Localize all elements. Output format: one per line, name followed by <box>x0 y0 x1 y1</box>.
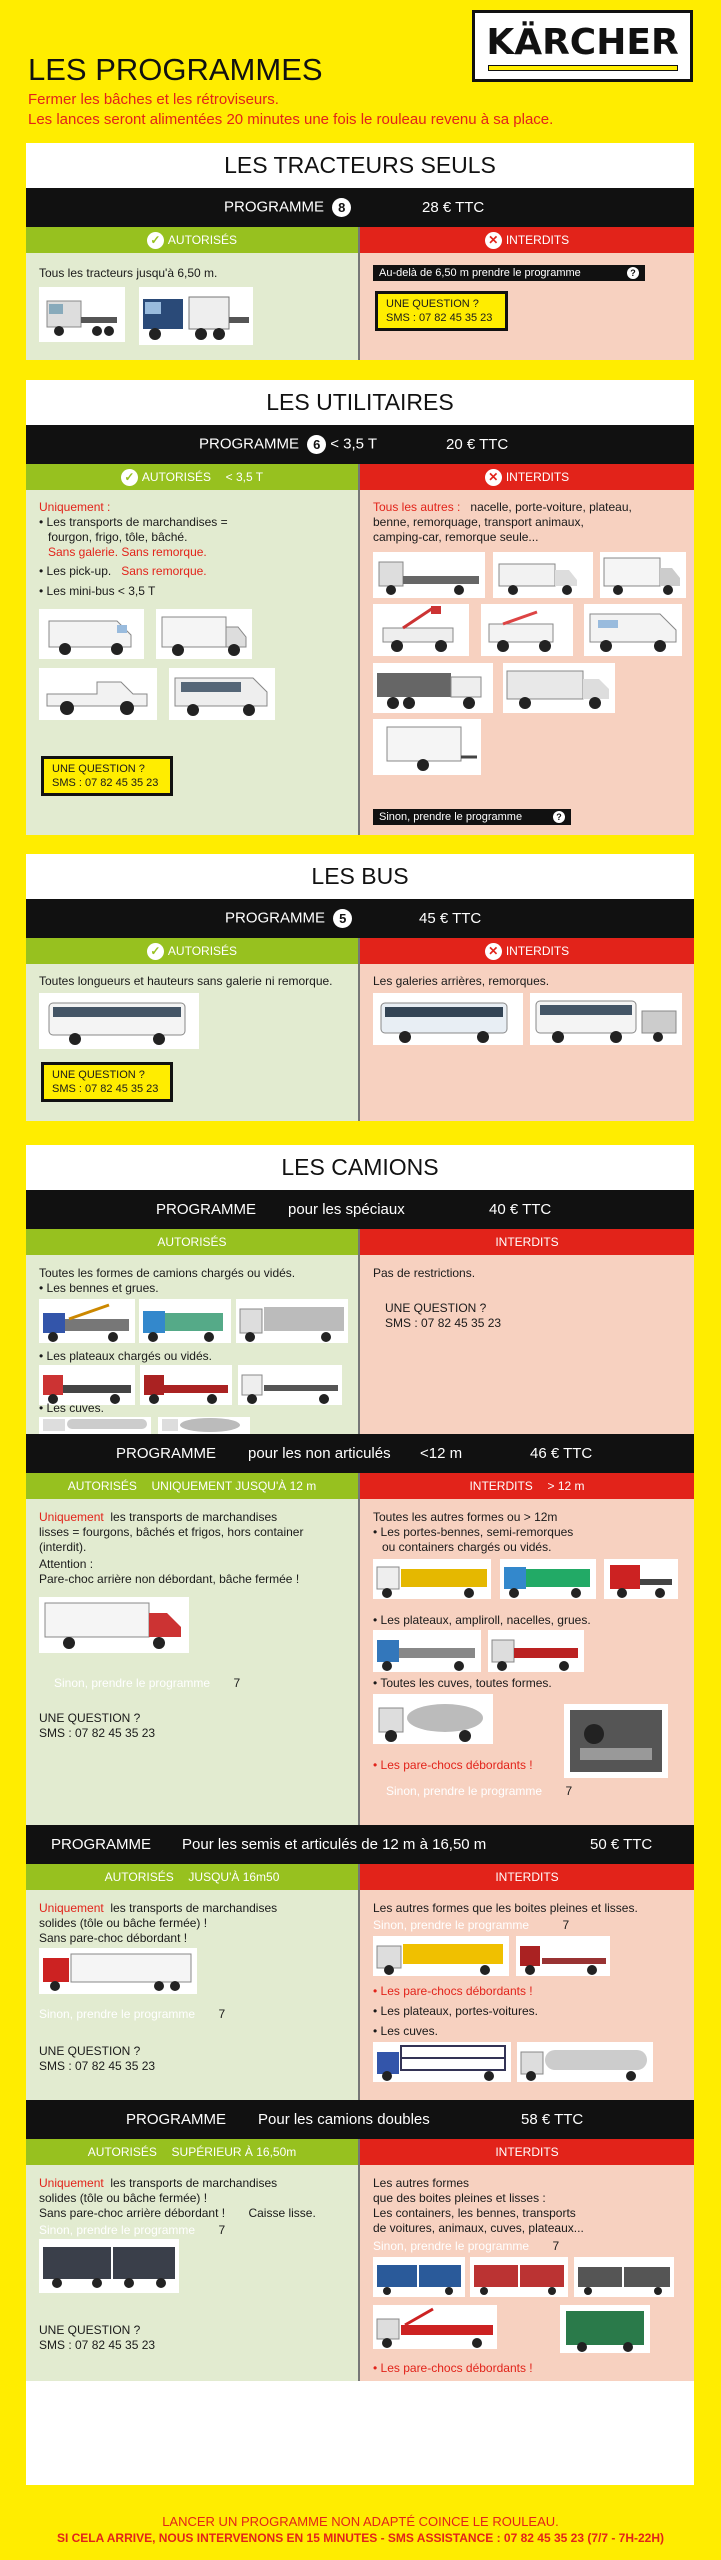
forbidden-line-2: • Les portes-bennes, semi-remorques <box>373 1525 574 1539</box>
program-number: 7 <box>218 2223 226 2237</box>
allowed-condition: SUPÉRIEUR À 16,50m <box>171 2145 297 2159</box>
pickup-condition: Sans remorque. <box>121 564 207 578</box>
allowed-text-1: les transports de marchandises <box>110 1510 278 1524</box>
program-price: 28 € TTC <box>422 199 485 216</box>
uniquement-label: Uniquement <box>39 1510 104 1524</box>
question-box <box>41 756 173 796</box>
forbidden-header <box>360 464 694 490</box>
allowed-line-4: Attention : <box>39 1557 94 1571</box>
forbidden-line-1: Les autres formes <box>373 2176 470 2190</box>
question-box <box>375 291 508 331</box>
allowed-line-2: lisses = fourgons, bâchés et frigos, hors container <box>39 1525 304 1539</box>
karcher-logo <box>472 10 693 82</box>
plateau-image <box>39 1365 135 1405</box>
intro-line-1: Fermer les bâches et les rétroviseurs. <box>28 91 279 108</box>
forbidden-line-1: Les autres formes que les boites pleines et lisses. <box>373 1901 638 1915</box>
forbidden-text-1: nacelle, porte-voiture, plateau, <box>470 500 632 514</box>
animaux-double-image <box>470 2257 568 2297</box>
allowed-label: AUTORISÉS <box>167 233 238 247</box>
section-title: LES TRACTEURS SEULS <box>26 143 694 188</box>
section-camions <box>26 1145 694 2485</box>
benne-semi-image <box>236 1299 348 1343</box>
forbidden-line-1 <box>373 500 632 515</box>
porte-voitures-image <box>373 2042 511 2082</box>
program-label: PROGRAMME <box>199 435 300 453</box>
allowed-note-text: Sinon, prendre le programme <box>39 2223 196 2237</box>
forbidden-column <box>360 1229 694 1434</box>
pickup-image <box>39 668 157 720</box>
question-title: UNE QUESTION ? <box>52 1069 145 1081</box>
forbidden-line-2: benne, remorquage, transport animaux, <box>373 515 584 529</box>
forbidden-note-text: Sinon, prendre le programme <box>373 1918 530 1932</box>
allowed-line-3: (interdit). <box>39 1540 87 1554</box>
allowed-label: AUTORISÉS <box>167 944 238 958</box>
forbidden-line-1: Toutes les autres formes ou > 12m <box>373 1510 558 1524</box>
program-bar-non-articules <box>26 1434 694 1473</box>
nacelle-truck-image <box>373 604 469 656</box>
forbidden-line-2: que des boites pleines et lisses : <box>373 2191 546 2205</box>
allowed-column <box>26 1473 360 1825</box>
allowed-column <box>26 938 360 1121</box>
tow-truck-image <box>493 552 593 598</box>
footer-warning: LANCER UN PROGRAMME NON ADAPTÉ COINCE LE ROULEAU. <box>162 2514 559 2529</box>
forbidden-column <box>360 2139 694 2381</box>
grue-double-image <box>373 2305 497 2349</box>
allowed-header <box>26 227 358 253</box>
forbidden-text: Pas de restrictions. <box>373 1266 476 1280</box>
forbidden-line-6: • Les pare-chocs débordants ! <box>373 1758 533 1772</box>
info-icon: ? <box>553 811 565 823</box>
toupie-truck-image <box>373 1694 493 1744</box>
forbidden-column <box>360 1864 694 2100</box>
allowed-label: AUTORISÉS <box>67 1479 137 1493</box>
bus-rear-rack-image <box>373 993 523 1045</box>
container-double-image <box>373 2257 465 2297</box>
allowed-column <box>26 2139 360 2381</box>
tractor-image-2 <box>139 287 253 345</box>
allowed-condition: JUSQU'À 16m50 <box>188 1870 280 1884</box>
toupie-image <box>158 1417 250 1434</box>
program-condition: < 3,5 T <box>330 435 378 453</box>
forbidden-note <box>373 809 571 825</box>
allowed-column <box>26 1229 360 1434</box>
program-label: PROGRAMME <box>224 198 325 216</box>
allowed-line-1 <box>39 2176 277 2191</box>
program-bar <box>26 899 694 938</box>
question-sms: SMS : 07 82 45 35 23 <box>39 1726 156 1740</box>
porte-engin-image <box>516 1936 610 1976</box>
forbidden-note-text: Sinon, prendre le programme <box>386 1784 543 1798</box>
allowed-text-3b: Caisse lisse. <box>248 2206 316 2220</box>
program-bar-speciaux <box>26 1190 694 1229</box>
allowed-header <box>26 1229 358 1255</box>
allowed-column <box>26 227 360 360</box>
program-label: PROGRAMME <box>116 1445 217 1462</box>
question-text <box>385 1301 501 1331</box>
x-icon: ✕ <box>485 943 502 960</box>
question-title: UNE QUESTION ? <box>386 298 479 310</box>
program-bar-semis <box>26 1825 694 1864</box>
question-sms: SMS : 07 82 45 35 23 <box>386 312 493 324</box>
section-title: LES CAMIONS <box>26 1145 694 1190</box>
semi-benne-yellow-image <box>373 1936 509 1976</box>
section-tracteurs <box>26 143 694 360</box>
allowed-header <box>26 1473 358 1499</box>
bumper-image <box>564 1704 668 1778</box>
question-title: UNE QUESTION ? <box>385 1301 487 1315</box>
benne-truck-image <box>373 663 493 713</box>
forbidden-header <box>360 938 694 964</box>
program-desc: pour les non articulés <box>248 1445 391 1462</box>
question-sms: SMS : 07 82 45 35 23 <box>385 1316 502 1330</box>
allowed-note <box>54 1676 240 1691</box>
forbidden-header <box>360 1229 694 1255</box>
cuve-image <box>39 1417 151 1434</box>
program-number: 7 <box>565 1784 573 1798</box>
program-label: PROGRAMME <box>225 909 326 927</box>
allowed-line-5: • Les mini-bus < 3,5 T <box>39 584 156 598</box>
program-price: 50 € TTC <box>590 1836 653 1853</box>
program-label-wrap <box>199 435 377 454</box>
forbidden-label: INTERDITS <box>495 2145 559 2159</box>
allowed-line-3: • Les plateaux chargés ou vidés. <box>39 1349 212 1363</box>
allowed-note-text: Sinon, prendre le programme <box>54 1676 211 1690</box>
animal-transport-image <box>503 663 615 713</box>
forbidden-label: INTERDITS <box>505 470 570 484</box>
program-bar <box>26 425 694 464</box>
forbidden-header <box>360 227 694 253</box>
section-bus <box>26 854 694 1121</box>
allowed-label: AUTORISÉS <box>141 470 211 484</box>
allowed-line-3: Sans pare-choc débordant ! <box>39 1931 188 1945</box>
allowed-line-1 <box>39 1510 277 1525</box>
program-number: 7 <box>552 2239 560 2253</box>
program-price: 20 € TTC <box>446 436 509 453</box>
plateau-red-image <box>140 1365 232 1405</box>
forbidden-note <box>373 2239 559 2254</box>
program-label: PROGRAMME <box>51 1836 152 1853</box>
allowed-line-1: • Les transports de marchandises = <box>39 515 228 529</box>
bus-trailer-image <box>530 993 682 1045</box>
benne-image <box>139 1299 231 1343</box>
logo-stripe <box>488 65 678 71</box>
allowed-label: AUTORISÉS <box>104 1870 174 1884</box>
allowed-text: Toutes longueurs et hauteurs sans galerie ni remorque. <box>39 974 333 988</box>
forbidden-label: INTERDITS <box>469 1479 533 1493</box>
program-price: 46 € TTC <box>530 1445 593 1462</box>
question-sms: SMS : 07 82 45 35 23 <box>52 777 159 789</box>
program-number-badge: 8 <box>332 198 351 217</box>
allowed-line-4: • Les cuves. <box>39 1401 104 1415</box>
allowed-condition: < 3,5 T <box>225 470 264 484</box>
forbidden-line-5: • Toutes les cuves, toutes formes. <box>373 1676 552 1690</box>
info-icon: ? <box>627 267 639 279</box>
page-title: LES PROGRAMMES <box>28 52 323 87</box>
program-price: 40 € TTC <box>489 1201 552 1218</box>
benne-green-image <box>560 2305 650 2353</box>
tractor-red-image <box>604 1559 678 1599</box>
x-icon: ✕ <box>485 232 502 249</box>
forbidden-line-4: • Les cuves. <box>373 2024 438 2038</box>
semi-benne-image <box>373 1559 491 1599</box>
program-desc: Pour les camions doubles <box>258 2111 430 2128</box>
allowed-line-5: Pare-choc arrière non débordant, bâche fermée ! <box>39 1572 300 1586</box>
grue-red-image <box>488 1630 584 1672</box>
pickup-label: • Les pick-up. <box>39 564 112 578</box>
program-label: PROGRAMME <box>156 1201 257 1218</box>
program-number-badge: 5 <box>333 909 352 928</box>
ampliroll-image <box>373 1630 481 1672</box>
forbidden-column <box>360 227 694 360</box>
section-title: LES UTILITAIRES <box>26 380 694 425</box>
allowed-line-3: Sans galerie. Sans remorque. <box>48 545 207 559</box>
allowed-header <box>26 1864 358 1890</box>
program-desc: pour les spéciaux <box>288 1201 405 1218</box>
allowed-line-3 <box>39 2206 316 2221</box>
forbidden-column <box>360 464 694 835</box>
check-icon: ✓ <box>121 469 138 486</box>
forbidden-column <box>360 938 694 1121</box>
intro-line-2: Les lances seront alimentées 20 minutes une fois le rouleau revenu à sa place. <box>28 111 554 128</box>
question-sms: SMS : 07 82 45 35 23 <box>39 2059 156 2073</box>
forbidden-line-3: Les containers, les bennes, transports <box>373 2206 576 2220</box>
allowed-column <box>26 464 360 835</box>
forbidden-line-4: • Les plateaux, ampliroll, nacelles, grues. <box>373 1613 591 1627</box>
x-icon: ✕ <box>485 469 502 486</box>
forbidden-note <box>386 1784 572 1799</box>
allowed-header <box>26 2139 358 2165</box>
intro-text <box>28 90 553 130</box>
double-truck-image <box>39 2239 179 2293</box>
forbidden-note-text: Au-delà de 6,50 m prendre le programme <box>379 267 581 279</box>
tractor-image <box>39 287 125 342</box>
program-label-wrap <box>225 909 356 928</box>
forbidden-condition: > 12 m <box>547 1479 585 1493</box>
forbidden-header <box>360 2139 694 2165</box>
allowed-line-2: fourgon, frigo, tôle, bâché. <box>48 530 188 544</box>
allowed-text-1: les transports de marchandises <box>110 2176 278 2190</box>
allowed-line-2: • Les bennes et grues. <box>39 1281 159 1295</box>
allowed-line-4 <box>39 564 207 579</box>
forbidden-line-3: camping-car, remorque seule... <box>373 530 539 544</box>
allowed-condition: UNIQUEMENT JUSQU'À 12 m <box>151 1479 317 1493</box>
box-truck-image <box>600 552 686 598</box>
grue-truck-image <box>39 1299 135 1343</box>
footer-assistance: SI CELA ARRIVE, NOUS INTERVENONS EN 15 MINUTES - SMS ASSISTANCE : 07 82 45 35 23 (7/7 - 7H-22H) <box>56 2531 665 2545</box>
allowed-header <box>26 938 358 964</box>
allowed-column <box>26 1864 360 2100</box>
semi-truck-image <box>39 1948 197 1994</box>
allowed-label: AUTORISÉS <box>157 1235 227 1249</box>
forbidden-label: INTERDITS <box>495 1870 559 1884</box>
question-title: UNE QUESTION ? <box>39 2044 141 2058</box>
forbidden-line-3: ou containers chargés ou vidés. <box>382 1540 552 1554</box>
minibus-image <box>169 668 275 720</box>
nacelle-van-image <box>481 604 573 656</box>
program-number: 7 <box>218 2007 226 2021</box>
allowed-text: Tous les tracteurs jusqu'à 6,50 m. <box>39 266 218 280</box>
forbidden-line-3: • Les plateaux, portes-voitures. <box>373 2004 538 2018</box>
forbidden-text: Les galeries arrières, remorques. <box>373 974 550 988</box>
program-label: PROGRAMME <box>126 2111 227 2128</box>
allowed-header <box>26 464 358 490</box>
forbidden-line-5: • Les pare-chocs débordants ! <box>373 2361 533 2375</box>
logo-text: KÄRCHER <box>486 21 679 63</box>
program-number: 7 <box>233 1676 241 1690</box>
section-title: LES BUS <box>26 854 694 899</box>
allowed-note <box>39 2223 225 2238</box>
question-box <box>41 1062 173 1102</box>
section-utilitaires <box>26 380 694 835</box>
allowed-line-2: solides (tôle ou bâche fermée) ! <box>39 1916 208 1930</box>
forbidden-label: INTERDITS <box>505 233 570 247</box>
allowed-line-1 <box>39 1901 277 1916</box>
allowed-note-text: Sinon, prendre le programme <box>39 2007 196 2021</box>
allowed-text-3: Sans pare-choc arrière débordant ! <box>39 2206 226 2220</box>
allowed-text-1: les transports de marchandises <box>110 1901 278 1915</box>
forbidden-note-text: Sinon, prendre le programme <box>379 811 523 823</box>
trailer-image <box>373 719 481 775</box>
forbidden-note <box>373 265 645 281</box>
forbidden-label: INTERDITS <box>495 1235 559 1249</box>
plateau-truck-image <box>373 552 485 598</box>
program-desc: Pour les semis et articulés de 12 m à 16,50 m <box>182 1836 487 1853</box>
program-bar <box>26 188 694 227</box>
forbidden-line-2: • Les pare-chocs débordants ! <box>373 1984 533 1998</box>
program-bar-doubles <box>26 2100 694 2139</box>
forbidden-header <box>360 1864 694 1890</box>
program-condition: <12 m <box>420 1445 463 1462</box>
uniquement-label: Uniquement <box>39 1901 104 1915</box>
forbidden-label: INTERDITS <box>505 944 570 958</box>
program-number: 7 <box>562 1918 570 1932</box>
benne-double-image <box>574 2257 674 2297</box>
program-price: 45 € TTC <box>419 910 482 927</box>
forbidden-column <box>360 1473 694 1825</box>
program-number-badge: 6 <box>307 435 326 454</box>
allowed-note <box>39 2007 225 2022</box>
allowed-line-1: Toutes les formes de camions chargés ou vidés. <box>39 1266 296 1280</box>
camping-car-image <box>584 604 682 656</box>
citerne-image <box>517 2042 653 2082</box>
box-van-image <box>156 609 252 659</box>
bus-image <box>39 993 199 1049</box>
question-title: UNE QUESTION ? <box>39 1711 141 1725</box>
container-truck-image <box>500 1559 596 1599</box>
question-sms: SMS : 07 82 45 35 23 <box>52 1083 159 1095</box>
allowed-line-2: solides (tôle ou bâche fermée) ! <box>39 2191 208 2205</box>
check-icon: ✓ <box>147 943 164 960</box>
question-text <box>39 1711 155 1741</box>
tous-les-autres-label: Tous les autres : <box>373 500 461 514</box>
question-title: UNE QUESTION ? <box>52 763 145 775</box>
program-price: 58 € TTC <box>521 2111 584 2128</box>
van-image <box>39 609 144 659</box>
question-text <box>39 2323 155 2353</box>
program-label-wrap <box>224 198 355 217</box>
question-title: UNE QUESTION ? <box>39 2323 141 2337</box>
question-sms: SMS : 07 82 45 35 23 <box>39 2338 156 2352</box>
forbidden-header <box>360 1473 694 1499</box>
uniquement-label: Uniquement <box>39 2176 104 2190</box>
allowed-label: AUTORISÉS <box>87 2145 157 2159</box>
plateau-semi-image <box>238 1365 342 1405</box>
forbidden-note <box>373 1918 569 1933</box>
fourgon-truck-image <box>39 1597 189 1653</box>
question-text <box>39 2044 155 2074</box>
forbidden-note-text: Sinon, prendre le programme <box>373 2239 530 2253</box>
uniquement-label: Uniquement : <box>39 500 111 514</box>
check-icon: ✓ <box>147 232 164 249</box>
forbidden-line-4: de voitures, animaux, cuves, plateaux... <box>373 2221 584 2235</box>
